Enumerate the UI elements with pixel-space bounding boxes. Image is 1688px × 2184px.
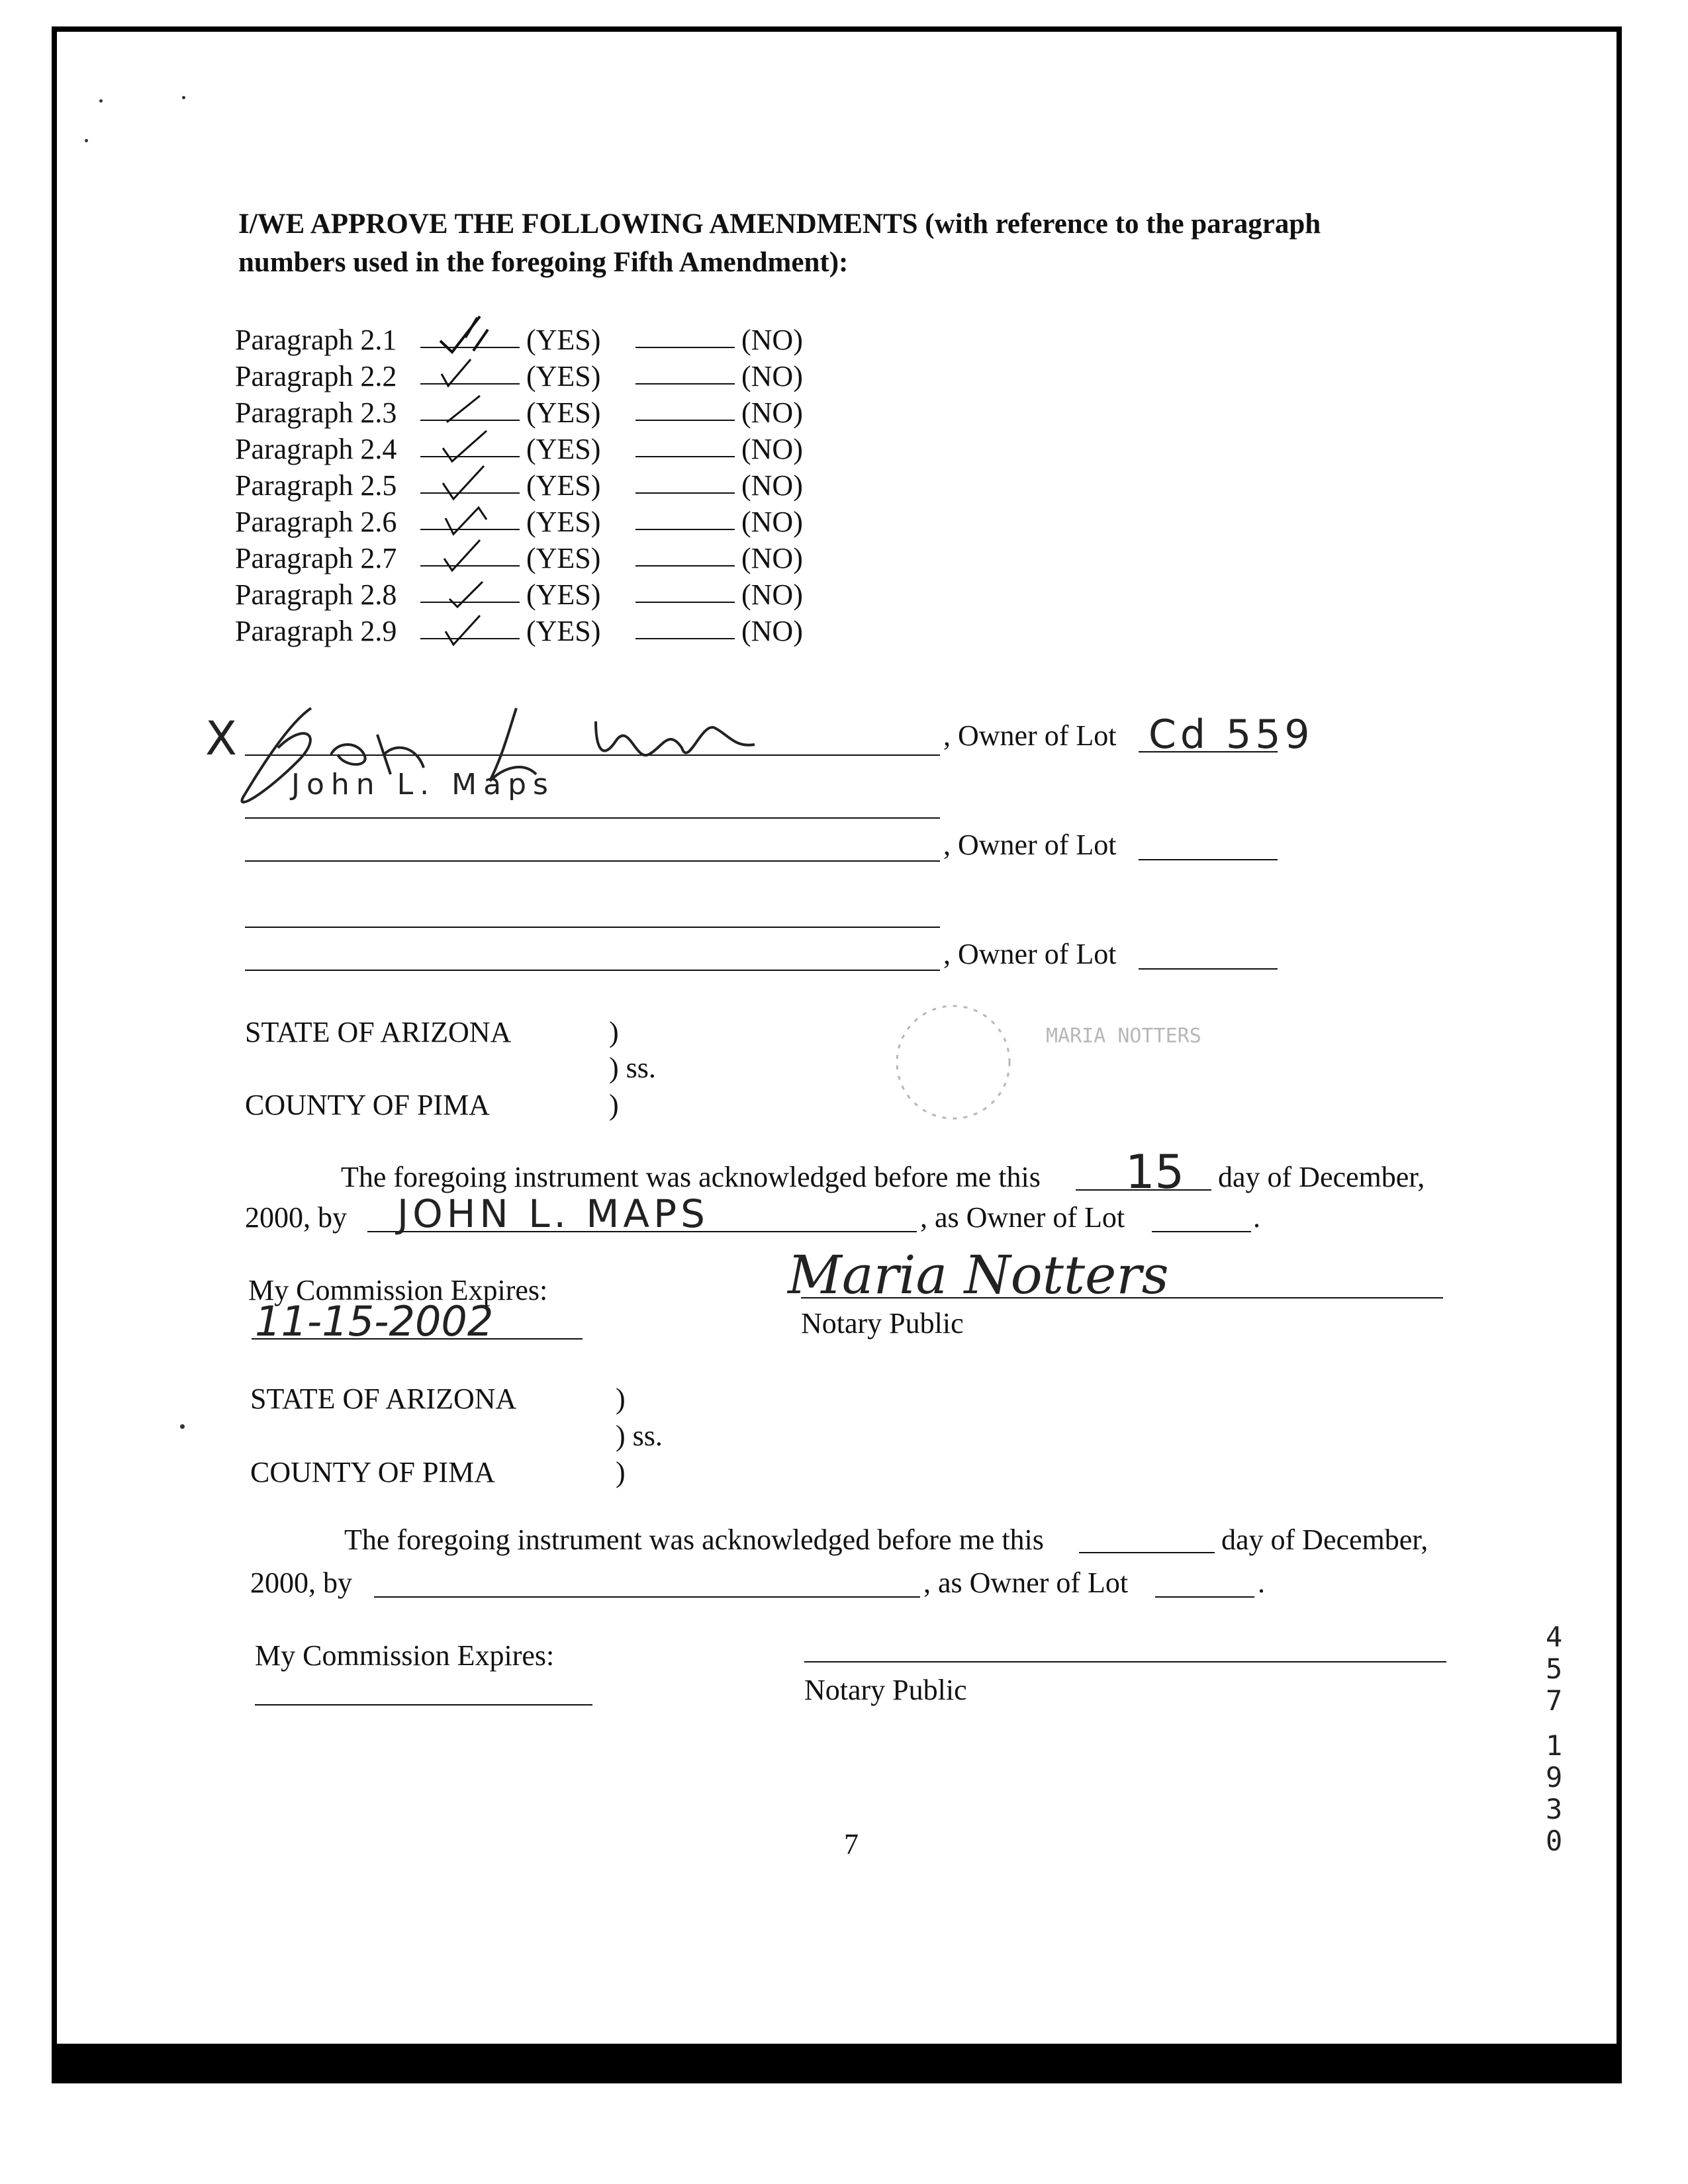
lot-number-line[interactable] bbox=[1139, 968, 1278, 970]
owner-of-lot-label: , Owner of Lot bbox=[943, 938, 1117, 970]
paragraph-label: Paragraph 2.3 bbox=[235, 396, 397, 429]
no-label: (NO) bbox=[741, 324, 803, 356]
notary-signature-line[interactable] bbox=[804, 1661, 1446, 1662]
paren: ) bbox=[609, 1016, 619, 1048]
paragraph-label: Paragraph 2.6 bbox=[235, 506, 397, 538]
notary-public-label: Notary Public bbox=[804, 1674, 967, 1706]
no-blank[interactable] bbox=[635, 347, 735, 348]
paragraph-label: Paragraph 2.5 bbox=[235, 469, 397, 502]
stamp-text: MARIA NOTTERS bbox=[1046, 1024, 1201, 1048]
no-blank[interactable] bbox=[635, 602, 735, 603]
owner-of-lot-label: , Owner of Lot bbox=[943, 829, 1117, 861]
ss-label: ) ss. bbox=[609, 1052, 656, 1084]
yes-label: (YES) bbox=[526, 578, 601, 611]
commission-date-line[interactable] bbox=[255, 1704, 592, 1706]
notary-signature: Maria Notters bbox=[788, 1244, 1169, 1306]
no-blank[interactable] bbox=[635, 420, 735, 421]
control-digit: 1 bbox=[1546, 1729, 1563, 1762]
year-by: 2000, by bbox=[250, 1567, 352, 1599]
signature-line[interactable] bbox=[245, 970, 940, 971]
no-blank[interactable] bbox=[635, 383, 735, 385]
scan-speck bbox=[180, 1424, 185, 1429]
page-border-left bbox=[52, 26, 57, 2052]
no-label: (NO) bbox=[741, 542, 803, 574]
lot-number: Cd 559 bbox=[1149, 711, 1314, 758]
page-border-right bbox=[1617, 26, 1622, 2052]
no-label: (NO) bbox=[741, 578, 803, 611]
ack-prefix: The foregoing instrument was acknowledged before me this bbox=[341, 1161, 1041, 1193]
control-digit: 3 bbox=[1546, 1793, 1563, 1825]
paren: ) bbox=[609, 1089, 619, 1121]
acknowledged-name: JOHN L. MAPS bbox=[397, 1191, 709, 1236]
no-blank[interactable] bbox=[635, 565, 735, 567]
no-label: (NO) bbox=[741, 469, 803, 502]
yes-label: (YES) bbox=[526, 324, 601, 356]
as-owner-label: , as Owner of Lot bbox=[923, 1567, 1129, 1599]
day-value: 15 bbox=[1125, 1145, 1185, 1199]
no-blank[interactable] bbox=[635, 529, 735, 530]
day-line[interactable] bbox=[1079, 1552, 1215, 1553]
period: . bbox=[1258, 1567, 1265, 1599]
lot-number-line[interactable] bbox=[1155, 1596, 1254, 1598]
heading-line-2: numbers used in the foregoing Fifth Amendment): bbox=[238, 247, 849, 278]
paragraph-label: Paragraph 2.7 bbox=[235, 542, 397, 574]
checkmark-icon bbox=[434, 602, 513, 649]
paragraph-label: Paragraph 2.9 bbox=[235, 615, 397, 647]
year-by: 2000, by bbox=[245, 1201, 347, 1234]
name-line[interactable] bbox=[374, 1596, 920, 1598]
yes-label: (YES) bbox=[526, 542, 601, 574]
lot-number-line[interactable] bbox=[1152, 1231, 1251, 1232]
no-blank[interactable] bbox=[635, 492, 735, 494]
no-label: (NO) bbox=[741, 506, 803, 538]
no-blank[interactable] bbox=[635, 456, 735, 457]
yes-label: (YES) bbox=[526, 396, 601, 429]
state-label: STATE OF ARIZONA bbox=[245, 1016, 512, 1048]
paragraph-label: Paragraph 2.2 bbox=[235, 360, 397, 392]
amendments-heading bbox=[238, 205, 1496, 282]
as-owner-label: , as Owner of Lot bbox=[920, 1201, 1125, 1234]
signature-line[interactable] bbox=[245, 817, 940, 819]
paragraph-label: Paragraph 2.8 bbox=[235, 578, 397, 611]
scan-speck bbox=[182, 96, 185, 99]
control-digit: 9 bbox=[1546, 1761, 1563, 1794]
control-digit: 0 bbox=[1546, 1825, 1563, 1857]
commission-expires-label: My Commission Expires: bbox=[255, 1639, 555, 1672]
ack-prefix: The foregoing instrument was acknowledged before me this bbox=[344, 1524, 1044, 1556]
county-label: COUNTY OF PIMA bbox=[250, 1456, 495, 1488]
commission-expires-label: My Commission Expires: bbox=[248, 1274, 548, 1306]
no-label: (NO) bbox=[741, 360, 803, 392]
signature-x-mark: X bbox=[205, 711, 237, 766]
lot-number-line[interactable] bbox=[1139, 859, 1278, 860]
commission-date: 11-15-2002 bbox=[255, 1297, 494, 1345]
notary-public-label: Notary Public bbox=[801, 1307, 964, 1340]
page-number: 7 bbox=[844, 1828, 859, 1860]
yes-label: (YES) bbox=[526, 433, 601, 465]
page-border-bottom bbox=[52, 2044, 1622, 2083]
ack-suffix: day of December, bbox=[1218, 1161, 1425, 1193]
notary-seal-stamp bbox=[880, 996, 1317, 1128]
scan-speck bbox=[85, 139, 88, 142]
state-label: STATE OF ARIZONA bbox=[250, 1383, 517, 1415]
owner-of-lot-label: , Owner of Lot bbox=[943, 719, 1117, 752]
no-blank[interactable] bbox=[635, 638, 735, 639]
ack-suffix: day of December, bbox=[1221, 1524, 1429, 1556]
scan-speck bbox=[99, 99, 103, 103]
no-label: (NO) bbox=[741, 433, 803, 465]
signature-line[interactable] bbox=[245, 860, 940, 862]
county-label: COUNTY OF PIMA bbox=[245, 1089, 490, 1121]
no-label: (NO) bbox=[741, 396, 803, 429]
owner-printed-name: John L. Maps bbox=[291, 768, 555, 801]
signature-line[interactable] bbox=[245, 927, 940, 928]
yes-label: (YES) bbox=[526, 469, 601, 502]
paren: ) bbox=[616, 1456, 626, 1488]
yes-label: (YES) bbox=[526, 360, 601, 392]
ss-label: ) ss. bbox=[616, 1420, 663, 1452]
control-digit: 7 bbox=[1546, 1684, 1563, 1717]
paragraph-label: Paragraph 2.1 bbox=[235, 324, 397, 356]
yes-label: (YES) bbox=[526, 506, 601, 538]
paragraph-label: Paragraph 2.4 bbox=[235, 433, 397, 465]
paren: ) bbox=[616, 1383, 626, 1415]
no-label: (NO) bbox=[741, 615, 803, 647]
period: . bbox=[1253, 1201, 1260, 1234]
page-border-top bbox=[52, 26, 1622, 32]
yes-label: (YES) bbox=[526, 615, 601, 647]
control-digit: 4 bbox=[1546, 1621, 1563, 1653]
document-control-number bbox=[1546, 1621, 1562, 1857]
control-digit: 5 bbox=[1546, 1653, 1563, 1685]
heading-line-1: I/WE APPROVE THE FOLLOWING AMENDMENTS (with reference to the paragraph bbox=[238, 208, 1321, 240]
